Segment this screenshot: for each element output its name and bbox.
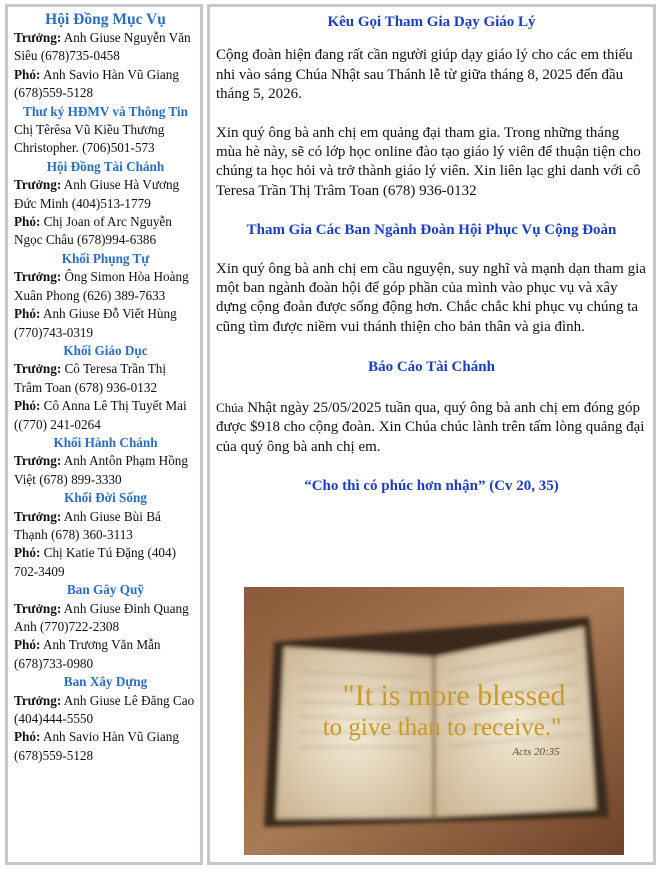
- contact-entry: [14, 452, 197, 489]
- section-title: Thư ký HĐMV và Thông Tin: [23, 103, 188, 119]
- section-title: Ban Gây Quỹ: [67, 582, 144, 598]
- contact-role: Phó:: [14, 729, 41, 745]
- open-bible-image: [244, 587, 624, 855]
- contact-details: Anh Giuse Lê Đăng Cao (404)444-5550: [14, 692, 195, 727]
- contact-role: Trưởng:: [14, 269, 62, 285]
- contact-details: Chị Katie Tú Đặng (404) 702-3409: [14, 545, 177, 579]
- section-title: Hội Đồng Tài Chánh: [46, 158, 165, 174]
- contact-entry: [14, 176, 197, 213]
- contact-entry: [14, 66, 197, 103]
- contact-role: Trưởng:: [14, 600, 62, 616]
- contact-details: Anh Giuse Đinh Quang Anh (770)722-2308: [14, 600, 189, 634]
- contact-details: Anh Giuse Nguyễn Văn Siêu (678)735-0458: [14, 30, 191, 64]
- contact-entry: [14, 213, 197, 250]
- image-quote-line1: "It is more blessed: [342, 679, 566, 712]
- left-column: [5, 4, 203, 865]
- contact-entry: [14, 692, 197, 729]
- contact-role: Trưởng:: [14, 177, 62, 193]
- contact-role: Phó:: [14, 637, 41, 653]
- section-title: Khối Hành Chánh: [53, 434, 158, 450]
- contact-details: Anh Giuse Bùi Bá Thạnh (678) 360-3113: [14, 508, 161, 542]
- section-title: Khối Phụng Tự: [61, 250, 150, 266]
- finance-report-title: Báo Cáo Tài Chánh: [368, 359, 495, 376]
- section-title: Ban Xây Dựng: [63, 674, 148, 690]
- contact-entry: [14, 121, 197, 158]
- contact-details: Anh Antôn Phạm Hồng Việt (678) 899-3330: [14, 453, 188, 487]
- contact-entry: [14, 636, 197, 673]
- catechism-call-paragraph-2: Xin quý ông bà anh chị em quảng đại tham gia. Trong những tháng mùa hè này, sẽ có lớp học online đào tạo giáo lý viên để thuận tiện cho chúng ta học hỏi và trở thành giáo lý viên. Xin liên lạc ghi danh với cô Teresa Trần Thị Trâm Toan (678) 936-0132: [216, 124, 641, 199]
- finance-report-paragraph: [216, 398, 647, 457]
- contact-role: Phó:: [14, 214, 41, 230]
- contact-entry: [14, 544, 197, 581]
- ministry-call-title: Tham Gia Các Ban Ngành Đoàn Hội Phục Vụ Cộng Đoàn: [246, 222, 617, 239]
- contact-details: Anh Trương Văn Mẫn (678)733-0980: [14, 637, 161, 671]
- section-title: Hội Đồng Mục Vụ: [45, 11, 166, 28]
- contact-role: Phó:: [14, 306, 41, 322]
- right-column: [207, 4, 656, 865]
- contact-details: Anh Savio Hàn Vũ Giang (678)559-5128: [14, 66, 179, 101]
- catechism-call-title: Kêu Gọi Tham Gia Dạy Giáo Lý: [327, 14, 536, 30]
- contact-entry: [14, 29, 197, 66]
- contact-entry: [14, 397, 197, 434]
- contact-entry: [14, 360, 197, 397]
- contact-details: Cô Anna Lê Thị Tuyết Mai ((770) 241-0264: [14, 398, 187, 432]
- image-quote-line2: to give than to receive.": [322, 714, 562, 741]
- catechism-call-paragraph-1: Cộng đoàn hiện đang rất cần người giúp dạy giáo lý cho các em thiếu nhi vào sáng Chúa Nhật sau Thánh lễ từ giữa tháng 8, 2025 đến đầu tháng 5, 2026.: [216, 47, 633, 103]
- image-quote-reference: Acts 20:35: [512, 746, 560, 758]
- contact-details: Ông Simon Hòa Hoàng Xuân Phong (626) 389-7633: [14, 269, 189, 303]
- contact-role: Phó:: [14, 545, 41, 561]
- contact-details: Cô Teresa Trần Thị Trâm Toan (678) 936-0132: [14, 361, 167, 395]
- finance-report-text: Nhật ngày 25/05/2025 tuần qua, quý ông bà anh chị em đóng góp được $918 cho cộng đoàn. Xin Chúa chúc lành trên tấm lòng quảng đại của quý ông bà anh chị em.: [216, 399, 645, 455]
- contact-role: Trưởng:: [14, 508, 62, 524]
- contact-details: Chị Joan of Arc Nguyễn Ngọc Châu (678)994-6386: [14, 214, 172, 248]
- contact-details: Anh Savio Hàn Vũ Giang (678)559-5128: [14, 729, 179, 763]
- contact-details: Anh Giuse Đỗ Viết Hùng (770)743-0319: [14, 306, 177, 340]
- open-bible-illustration: [244, 587, 624, 855]
- contact-entry: [14, 305, 197, 342]
- section-title: Khối Giáo Dục: [63, 342, 148, 358]
- contact-entry: [14, 728, 197, 765]
- contact-role: Trưởng:: [14, 453, 62, 469]
- finance-report-lead-word: Chúa: [216, 399, 244, 415]
- section-title: Khối Đời Sống: [64, 490, 147, 506]
- contact-details: Chị Têrêsa Vũ Kiều Thương Christopher. (706)501-573: [14, 122, 165, 156]
- contact-role: Trưởng:: [14, 361, 62, 377]
- contact-role: Phó:: [14, 398, 41, 414]
- ministry-call-paragraph: Xin quý ông bà anh chị em cầu nguyện, suy nghĩ và mạnh dạn tham gia một ban ngành đoàn hội để góp phần của mình vào phục vụ và xây dựng cộng đoàn được sống động hơn. Chắc chắc khi phục vụ chúng ta cũng tìm được niềm vui thánh thiện cho bản thân và gia đình.: [216, 260, 646, 335]
- contact-details: Anh Giuse Hà Vương Đức Minh (404)513-1779: [14, 177, 180, 211]
- contact-entry: [14, 600, 197, 637]
- contact-role: Trưởng:: [14, 30, 62, 45]
- contact-entry: [14, 508, 197, 545]
- contact-role: Phó:: [14, 66, 41, 82]
- bible-quote: “Cho thì có phúc hơn nhận” (Cv 20, 35): [304, 477, 559, 494]
- contact-entry: [14, 268, 197, 305]
- contact-role: Trưởng:: [14, 692, 62, 708]
